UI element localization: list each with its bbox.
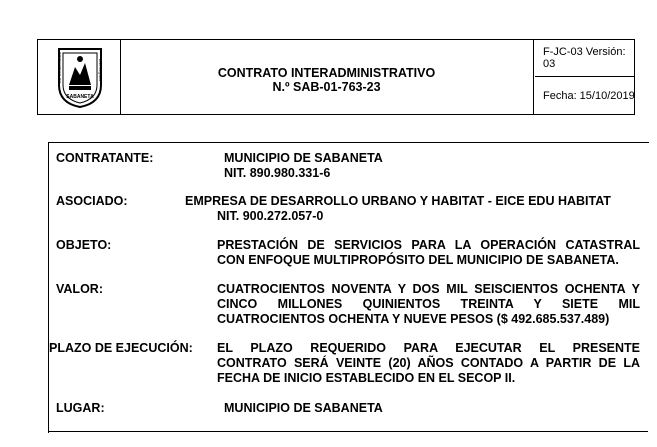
valor-line-3: CUATROCIENTOS OCHENTA Y NUEVE PESOS ($ 492.685.537.489) <box>217 312 610 326</box>
valor-line-1: CUATROCIENTOS NOVENTA Y DOS MIL SEISCIENTOS OCHENTA Y <box>217 282 640 296</box>
sabaneta-seal-logo <box>55 45 105 109</box>
plazo-line-2: CONTRATO SERÁ VEINTE (20) AÑOS CONTADO A PARTIR DE LA <box>217 356 640 370</box>
title-line-2: N.º SAB-01-763-23 <box>272 80 381 94</box>
document-meta <box>535 40 635 114</box>
lugar-label: LUGAR: <box>56 401 105 415</box>
contratante-nit: NIT. 890.980.331-6 <box>224 166 331 180</box>
contratante-name: MUNICIPIO DE SABANETA <box>224 151 383 165</box>
contratante-label: CONTRATANTE: <box>56 151 154 165</box>
objeto-label: OBJETO: <box>56 238 112 252</box>
document-title <box>120 40 534 114</box>
plazo-line-1: EL PLAZO REQUERIDO PARA EJECUTAR EL PRESENTE <box>217 341 640 355</box>
objeto-line-1: PRESTACIÓN DE SERVICIOS PARA LA OPERACIÓN CATASTRAL <box>217 238 640 252</box>
logo-cell <box>38 40 121 114</box>
valor-label: VALOR: <box>56 282 103 296</box>
document-header <box>37 39 635 115</box>
svg-text:SABANETA: SABANETA <box>66 94 94 100</box>
objeto-line-2: CON ENFOQUE MULTIPROPÓSITO DEL MUNICIPIO DE SABANETA. <box>217 253 619 267</box>
svg-text:DE COMUNIDAD: DE COMUNIDAD <box>57 51 62 83</box>
code-version: F-JC-03 Versión: 03 <box>535 40 635 77</box>
lugar-value: MUNICIPIO DE SABANETA <box>224 401 383 415</box>
document-date: Fecha: 15/10/2019 <box>543 89 635 102</box>
asociado-name: EMPRESA DE DESARROLLO URBANO Y HABITAT - EICE EDU HABITAT <box>185 194 611 208</box>
title-line-1: CONTRATO INTERADMINISTRATIVO <box>217 66 436 80</box>
asociado-label: ASOCIADO: <box>56 194 128 208</box>
plazo-label: PLAZO DE EJECUCIÓN: <box>49 341 193 355</box>
plazo-line-3: FECHA DE INICIO ESTABLECIDO EN EL SECOP II. <box>217 371 516 385</box>
summary-bottom-divider <box>48 431 648 432</box>
svg-text:ANTIOQUIA: ANTIOQUIA <box>98 59 103 82</box>
asociado-nit: NIT. 900.272.057-0 <box>217 209 324 223</box>
valor-line-2: CINCO MILLONES QUINIENTOS TREINTA Y SIETE MIL <box>217 297 640 311</box>
